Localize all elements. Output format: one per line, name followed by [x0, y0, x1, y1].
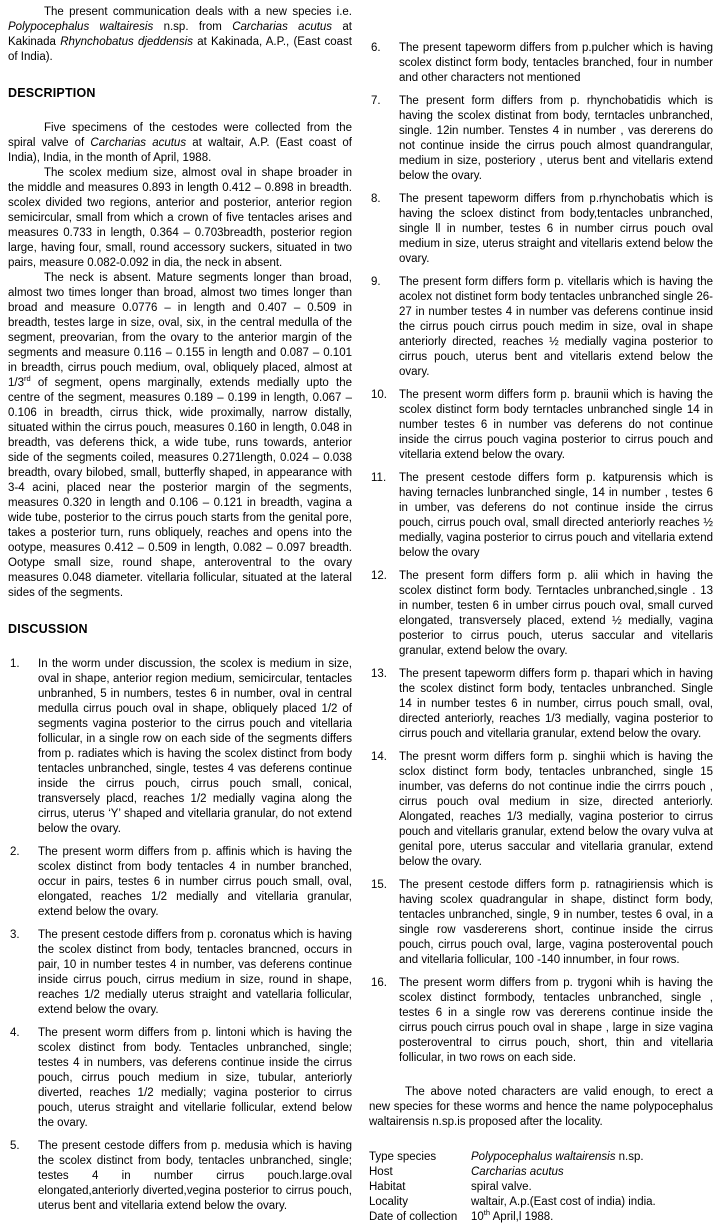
info-value-text: April,l 1988.	[490, 1211, 554, 1223]
discussion-item-1	[8, 657, 352, 837]
item-text: The present tapeworm differs from p.rhynchobatis which is having the scloex distinct from body,tentacles unbranched, single ll in number, testes 6 in number cirrus pouch oval medium in size, uterus straight and vitellaris extend below the ovary.	[399, 193, 713, 265]
item-number: 12.	[371, 570, 387, 582]
item-text: The present tapeworm differs form p. thapari which in having the scolex distinct form body, tentacles unbranched. Single 14 in number testes 6 in number, cirrus pouch small, oval, directed anteriorly, reaches 1/3 medially, vagina posterior to cirrus pouch and vitellaria granular, extend below the ovary.	[399, 668, 713, 740]
info-value	[471, 1210, 713, 1225]
intro-paragraph	[8, 5, 352, 65]
info-value-text: n.sp.	[615, 1151, 644, 1163]
description-heading: DESCRIPTION	[8, 86, 96, 100]
info-label: Type species	[369, 1151, 437, 1163]
info-label: Habitat	[369, 1181, 406, 1193]
item-number: 1.	[10, 658, 20, 670]
info-value	[471, 1150, 713, 1165]
discussion-item-2	[8, 845, 352, 920]
discussion-item-7	[369, 94, 713, 184]
discussion-list-left	[8, 657, 352, 1214]
species-name: Polypocephalus waltairensis	[471, 1151, 616, 1163]
item-number: 10.	[371, 389, 387, 401]
info-value: waltair, A.p.(East cost of india) india.	[471, 1196, 656, 1208]
discussion-item-5	[8, 1139, 352, 1214]
info-label: Locality	[369, 1196, 408, 1208]
item-number: 15.	[371, 879, 387, 891]
taxonomy-info-table	[369, 1150, 713, 1225]
body-text: Five specimens of the cestodes were collected from the spiral valve of	[8, 122, 352, 149]
description-paragraph-1	[8, 121, 352, 166]
item-number: 13.	[371, 668, 387, 680]
ordinal-superscript: th	[483, 1208, 491, 1218]
right-column	[369, 5, 713, 1225]
intro-text: n.sp. from	[153, 21, 233, 33]
description-paragraph-2: The scolex medium size, almost oval in shape broader in the middle and measures 0.893 in length 0.412 – 0.898 in breadth. scolex divided two regions, anterior and posterior, anterior region semicircular, small from which a crown of five tentacles arises and measures 0.733 in length, 0.364 – 0.703breadth, posterior region large, having four, small, round accessory suckers, situated in two pairs, measure 0.082-0.092 in dia, the neck in absent.	[8, 167, 352, 269]
discussion-item-16	[369, 976, 713, 1066]
discussion-list-right	[369, 41, 713, 1066]
discussion-item-8	[369, 192, 713, 267]
item-text: The present worm differs from p. lintoni which is having the scolex distinct from body. Tentacles unbranched, single; testes 4 in numbers, vas deferens continue inside the cirrus pouch, cirrus pouch medium in size, tubular, anteriorly diverted, reaches 1/2 medially; vagina posterior to cirrus pouch, uterus straight and vitellarie follicular, extend below the ovary.	[38, 1027, 352, 1129]
item-text: The presnt worm differs form p. singhii which is having the sclox distinct form body, tentacles unbranched, single 15 inumber, vas deferns do not continue indie the cirrrs pouch , cirrus pouch oval medium in size, directed anteriorly. Alongated, reaches 1/3 medially, vagina posterior to cirrus pouch and vitellaris granular, extend below the ovary vulva at genital pore, uterus saccular and vitellaria granular, extend below the ovary.	[399, 751, 713, 868]
discussion-item-6	[369, 41, 713, 86]
discussion-item-12	[369, 569, 713, 659]
ordinal-superscript: rd	[24, 374, 31, 384]
discussion-item-15	[369, 878, 713, 968]
item-number: 7.	[371, 95, 381, 107]
discussion-heading: DISCUSSION	[8, 622, 88, 636]
info-row-locality	[369, 1195, 713, 1210]
item-text: The present worm differs from p. trygoni whih is having the scolex distinct formbody, tentacles unbranched, single , testes 6 in a single row vas dererens continue inside the cirrus pouch cirrus pouch oval in shape , large in size vagina posteroventral to cirrus pouch, short, thin and vitellaria follicular, in two rows on each side.	[399, 977, 713, 1064]
closing-paragraph: The above noted characters are valid enough, to erect a new species for these worms and hence the name polypocephalus waltairensis n.sp.is proposed after the locality.	[369, 1086, 713, 1128]
item-text: The present form differs from p. rhynchobatidis which is having the scolex distinat from body, terntacles unbranched, single. 12in number. Tenstes 4 in number , vas dererens do not continue inside the cirrus pouch almost quandrangular, medium in size, posteriory , uterus bent and vitellaris extend below the ovary.	[399, 95, 713, 182]
discussion-item-14	[369, 750, 713, 870]
item-text: The present worm differs form p. braunii which is having the scolex distinct form body terntacles unbranched single 14 in number testes 6 in number vas deferens do not continue inside the cirrus pouch vagina posterior to cirrus pouch and vitellaria extend below the ovary.	[399, 389, 713, 461]
discussion-item-9	[369, 275, 713, 380]
left-column	[8, 5, 352, 1225]
info-value-text: 10	[471, 1211, 484, 1223]
info-row-habitat	[369, 1180, 713, 1195]
body-text: at waltair, A.P. (East coast of India), India, in the month of April, 1988.	[8, 137, 352, 164]
item-number: 14.	[371, 751, 387, 763]
info-row-type-species	[369, 1150, 713, 1165]
info-row-date	[369, 1210, 713, 1225]
item-text: The present cestode differs form p. ratnagiriensis which is having scolex quadrangular in shape, distinct form body, tentacles unbranched, single, 9 in number, testes 6 oval, in a single row vasdererens short, continue inside the cirrus pouch, cirrus pouch oval, large, vagina posterovental pouch and vitellaria follicular, 100 -140 innumber, in four rows.	[399, 879, 713, 966]
discussion-item-11	[369, 471, 713, 561]
item-number: 4.	[10, 1027, 20, 1039]
info-row-host	[369, 1165, 713, 1180]
intro-text: at Kakinada	[8, 21, 352, 48]
info-value: spiral valve.	[471, 1181, 532, 1193]
item-text: The present cestode differs from p. coronatus which is having the scolex distinct from body, tentacles brancned, occurs in pair, 10 in number testes 4 in number, vas deferens continue inside cirrus pouch, cirrus medium in size, round in shape, reaches 1/2 medially uterus straight and vatellaria follicular, extend below the ovary.	[38, 929, 352, 1016]
item-text: The present form differs form p. alii which in having the scolex distinct form body. Terntacles unbranched,single . 13 in number, testen 6 in umber cirrus pouch oval, small curved elongated, transversely placed, extend ½ medially, vagina posterior to cirrus pouch, uterus saccular and vitellaris granular, extend below the ovary.	[399, 570, 713, 657]
discussion-item-13	[369, 667, 713, 742]
intro-text: The present communication deals with a new species i.e.	[44, 6, 352, 18]
intro-text: at Kakinada, A.P., (East coast of India).	[8, 36, 353, 63]
info-value	[471, 1165, 713, 1180]
item-number: 6.	[371, 42, 381, 54]
host-species-name: Carcharias acutus	[90, 137, 187, 149]
item-text: The present form differs form p. vitellaris which is having the acolex not distinet form body tentacles unbranched single 26-27 in number testes 4 in number vas deferens continue insid the cirrus pouch cirrus pouch medim in size, oval in shape anteriorly directed, reaches ½ medially vagina posterior to cirrus pouch, uterus bent and vitellaris extend below the ovary.	[399, 276, 713, 378]
item-text: The present worm differs from p. affinis which is having the scolex distinct from body tentacles 4 in number branched, occur in pairs, testes 6 in number cirrus pouch small, oval, elongated, reaches 1/2 medially and vitellaria granular, extend below the ovary.	[38, 846, 352, 918]
item-number: 8.	[371, 193, 381, 205]
item-text: The present cestode differs form p. katpurensis which is having ternacles lunbranched single, 14 in number , testes 6 in umber, vas deferens do not continue inside the cirrus pouch, cirrus pouch oval, small directed anteriorly reaches ½ medially, vagina posterior to cirrus pouch and vitellaria extend below the ovary	[399, 472, 713, 559]
species-name: Polypocephalus waltairesis	[8, 21, 154, 33]
item-text: In the worm under discussion, the scolex is medium in size, oval in shape, anterior region medium, semicircular, tentacles unbranhed, 5 in numbers, testes 6 in number, oval in central medulla cirrus pouch oval in shape, obliquely placed 1/2 of segments vagina posterior to the cirrus pouch and vitellaria follicular, in a single row on each side of the segments differs from p. radiates which is having the scolex distinct from body tentacles unbranched, single, testes 4 vas deferens continue inside the cirrus pouch, cirrus pouch small, conical, transversely placd, reaches 1/2 medially vagina along the cirrus, uterus ‘Y’ shaped and vitellaria granular, do not extend below the ovary.	[38, 658, 352, 835]
item-number: 11.	[371, 472, 387, 484]
item-number: 16.	[371, 977, 387, 989]
item-number: 2.	[10, 846, 20, 858]
item-text: The present tapeworm differs from p.pulcher which is having scolex distinct form body, tentacles branched, four in number and other characters not mentioned	[399, 42, 713, 84]
body-text: of segment, opens marginally, extends medially upto the centre of the segment, measures 0.189 – 0.199 in length, 0.067 – 0.106 in breadth, cirrus thick, wide proximally, narrow distally, situated within the cirrus pouch, measures 0.160 in length, 0.048 in breadth, vas deferens thick, a wide tube, runs towards, anterior side of the segments coiled, measures 0.271length, 0.024 – 0.038 breadth, ovary bilobed, small, butterfly shaped, in appearance with 3-4 acini, placed near the posterior margin of the segments, measures 0.320 in length and 0.106 – 0.121 in breadth, vagina a wide tube, posterior to the cirrus pouch starts from the genital pore, takes a posterior turn, runs obliquely, reaches and opens into the ootype, measures 0.412 – 0.509 in length, 0.082 – 0.097 breadth. Ootype small size, round shape, anteroventral to the ovary measures 0.048 diameter. vitellaria follicular, situated at the lateral sides of the segments.	[8, 377, 352, 599]
discussion-item-4	[8, 1026, 352, 1131]
host-species-name: Carcharias acutus	[232, 21, 333, 33]
item-text: The present cestode differs from p. medusia which is having the scolex distinct from body, tentacles unbranched, single; testes 4 in number cirrus pouch.large.oval elongated,anteriorly diverted,vegina posterior to cirrus pouch, uterus bent and vitellaria extend below the ovary.	[38, 1140, 352, 1212]
info-label: Date of collection	[369, 1211, 458, 1223]
host-species-name: Rhynchobatus djeddensis	[60, 36, 193, 48]
description-paragraph-3	[8, 271, 352, 601]
host-species-name: Carcharias acutus	[471, 1166, 564, 1178]
body-text: The neck is absent. Mature segments longer than broad, almost two times longer than broad, almost two times longer than broad and measure 0.0776 – in length and 0.407 – 0.509 in breadth, testes large in size, oval, six, in the central medulla of the segment, preovarian, from the ovary to the anterior margin of the segments and measure 0.116 – 0.155 in length and 0.087 – 0.101 in breadth, cirrus pouch medium, oval, obliquely placed, almost at 1/3	[8, 272, 352, 389]
item-number: 9.	[371, 276, 381, 288]
item-number: 3.	[10, 929, 20, 941]
item-number: 5.	[10, 1140, 20, 1152]
discussion-item-10	[369, 388, 713, 463]
info-label: Host	[369, 1166, 393, 1178]
discussion-item-3	[8, 928, 352, 1018]
